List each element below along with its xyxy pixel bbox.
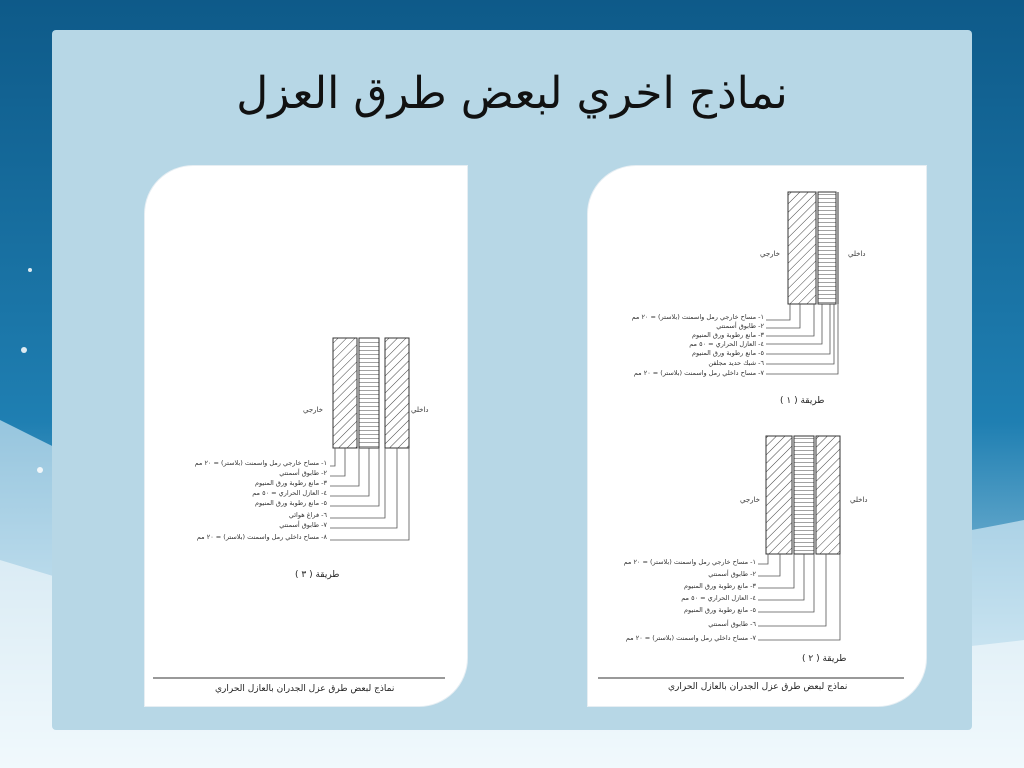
scanned-figure-right: [588, 166, 926, 706]
wall-section-diagrams-1-2: [588, 166, 926, 706]
figure-caption: نماذج لبعض طرق عزل الجدران بالعازل الحراري: [215, 684, 395, 694]
figure-caption: نماذج لبعض طرق عزل الجدران بالعازل الحراري: [668, 682, 848, 692]
layer-label: ٦- فراغ هوائي: [288, 511, 327, 519]
layer-label: ٣- مانع رطوبة ورق المنيوم: [255, 479, 327, 487]
layer-label: ٣- مانع رطوبة ورق المنيوم: [692, 331, 764, 339]
layer-label: ٨- مساح داخلي رمل واسمنت (بلاستر) = ٢٠ مم: [196, 533, 327, 541]
outside-label: خارجي: [303, 406, 324, 414]
outside-label: خارجي: [740, 496, 761, 504]
layer-label: ٧- مساح داخلي رمل واسمنت (بلاستر) = ٢٠ مم: [633, 369, 764, 377]
layer-label: ٦- طابوق أسمنتي: [708, 620, 756, 628]
layer-label: ٢- طابوق أسمنتي: [716, 322, 764, 330]
scanned-figure-left: [145, 166, 467, 706]
method-label: طريقة ( ٣ ): [295, 570, 340, 580]
outside-label: خارجي: [760, 250, 781, 258]
layer-label: ٢- طابوق أسمنتي: [708, 570, 756, 578]
layer-label: ٢- طابوق أسمنتي: [279, 469, 327, 477]
layer-label: ١- مساح خارجي رمل واسمنت (بلاستر) = ٢٠ مم: [631, 313, 764, 321]
layer-label: ٦- شبك حديد مجلفن: [708, 359, 764, 367]
method-label: طريقة ( ٢ ): [802, 654, 847, 664]
inside-label: داخلي: [850, 496, 868, 504]
layer-label: ٥- مانع رطوبة ورق المنيوم: [692, 349, 764, 357]
layer-label: ٥- مانع رطوبة ورق المنيوم: [255, 499, 327, 507]
layer-label: ١- مساح خارجي رمل واسمنت (بلاستر) = ٢٠ مم: [623, 558, 756, 566]
layer-label: ٧- طابوق أسمنتي: [279, 521, 327, 529]
layer-label: ٧- مساح داخلي رمل واسمنت (بلاستر) = ٢٠ مم: [625, 634, 756, 642]
layer-label: ١- مساح خارجي رمل واسمنت (بلاستر) = ٢٠ مم: [194, 459, 327, 467]
slide-title: نماذج اخري لبعض طرق العزل: [236, 68, 788, 119]
inside-label: داخلي: [411, 406, 429, 414]
layer-label: ٣- مانع رطوبة ورق المنيوم: [684, 582, 756, 590]
wall-section-diagram-3: [145, 166, 467, 706]
inside-label: داخلي: [848, 250, 866, 258]
layer-label: ٥- مانع رطوبة ورق المنيوم: [684, 606, 756, 614]
layer-label: ٤- العازل الحراري = ٥٠ مم: [252, 489, 327, 497]
layer-label: ٤- العازل الحراري = ٥٠ مم: [681, 594, 756, 602]
method-label: طريقة ( ١ ): [780, 396, 825, 406]
layer-label: ٤- العازل الحراري = ٥٠ مم: [689, 340, 764, 348]
